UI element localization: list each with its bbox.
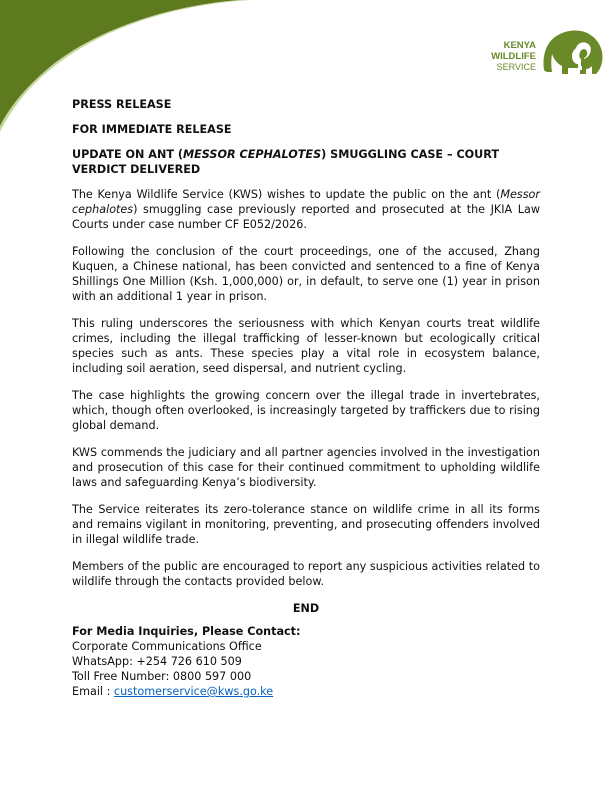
press-release-label: PRESS RELEASE [72,98,172,111]
logo-text-kenya: KENYA [503,40,536,51]
contact-heading: For Media Inquiries, Please Contact: [72,625,301,638]
paragraph-verdict: Following the conclusion of the court proceedings, one of the accused, Zhang Kuquen, a Chinese national, has been convicted and sentenced to a fine of Kenya Shillings One Million (Ksh. 1,000,000) or, in default, to serve one (1) year in prison with an additional 1 year in prison. [72,245,540,303]
email-label: Email : [72,685,114,698]
press-release-body [72,97,540,699]
logo-text-service: SERVICE [496,62,536,72]
paragraph-public-appeal: Members of the public are encouraged to report any suspicious activities related to wildlife through the contacts provided below. [72,560,540,588]
contact-email-row [72,684,540,699]
end-marker: END [292,602,320,615]
email-link[interactable]: customerservice@kws.go.ke [113,685,274,698]
kws-logo [482,26,608,78]
paragraph-intro: The Kenya Wildlife Service (KWS) wishes to update the public on the ant (Messor cephalotes) smuggling case previously reported and prosecuted at the JKIA Law Courts under case number CF E052/2026. [72,188,540,231]
media-contact-block [72,624,540,699]
contact-whatsapp: WhatsApp: +254 726 610 509 [72,655,242,668]
contact-tollfree: Toll Free Number: 0800 597 000 [72,670,252,683]
immediate-release-label: FOR IMMEDIATE RELEASE [72,123,232,136]
species-name: Messor cephalotes [72,188,540,216]
elephant-icon [536,26,608,78]
contact-office: Corporate Communications Office [72,640,262,653]
paragraph-ruling: This ruling underscores the seriousness with which Kenyan courts treat wildlife crimes, including the illegal trafficking of lesser-known but ecologically critical species such as ants. These species play a vital role in ecosystem balance, including soil aeration, seed dispersal, and nutrient cycling. [72,317,540,375]
title-species-name: MESSOR CEPHALOTES [182,148,322,161]
paragraph-zero-tolerance: The Service reiterates its zero-tolerance stance on wildlife crime in all its forms and remains vigilant in monitoring, preventing, and prosecuting offenders involved in illegal wildlife trade. [72,503,540,546]
paragraph-commendation: KWS commends the judiciary and all partner agencies involved in the investigation and prosecution of this case for their continued commitment to upholding wildlife laws and safeguarding Kenya’s biodiversity. [72,446,540,489]
paragraph-concern: The case highlights the growing concern over the illegal trade in invertebrates, which, though often overlooked, is increasingly targeted by traffickers due to rising global demand. [72,389,540,432]
press-release-title: UPDATE ON ANT (MESSOR CEPHALOTES) SMUGGLING CASE – COURT VERDICT DELIVERED [72,148,500,176]
logo-text-wildlife: WILDLIFE [491,51,536,62]
